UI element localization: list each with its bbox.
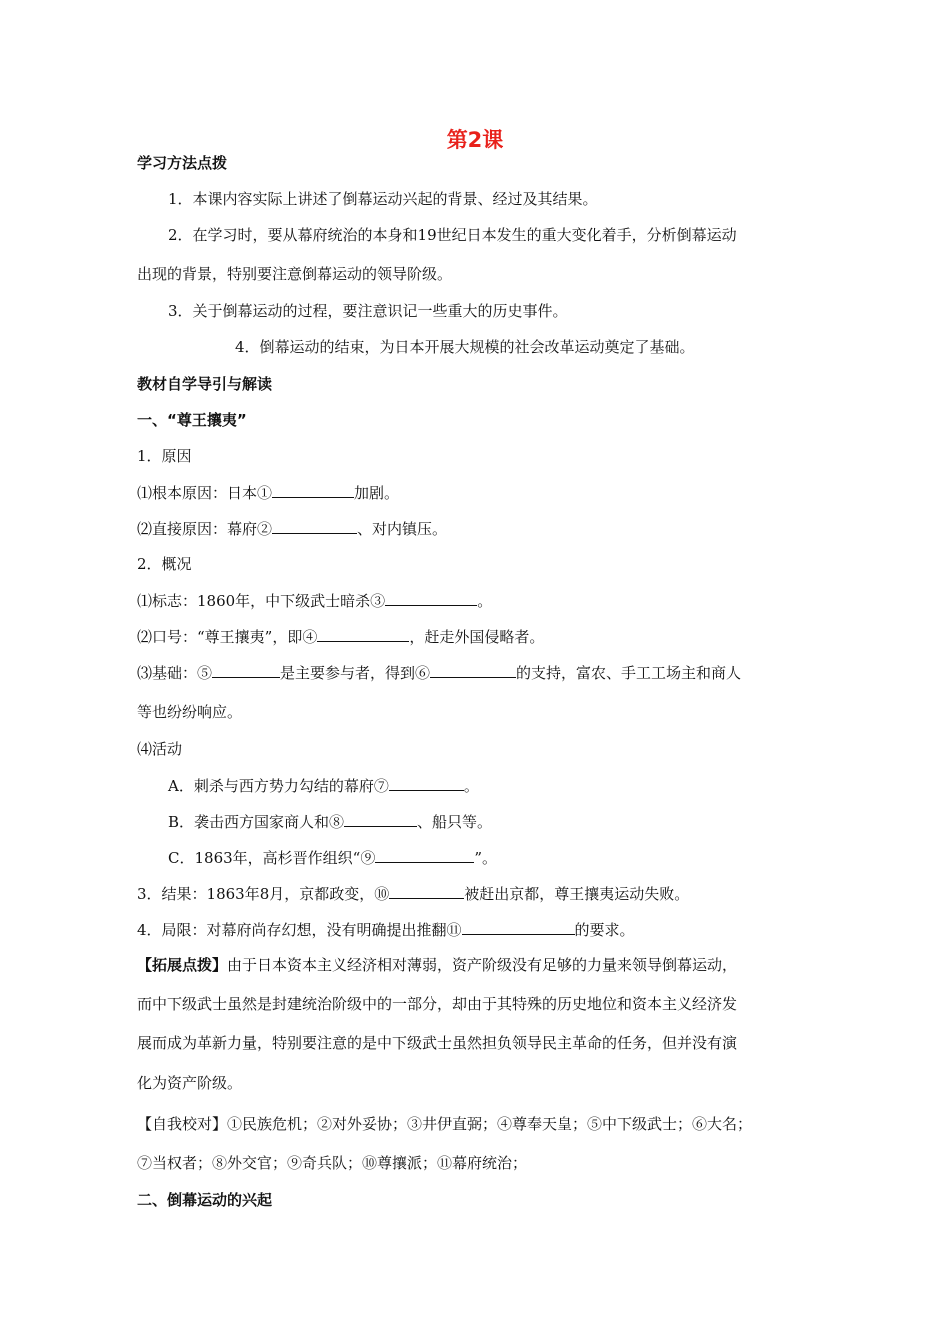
section-1-heading: 一、“尊王攘夷” bbox=[137, 411, 247, 429]
blank-7[interactable] bbox=[389, 775, 464, 791]
check-text-1: ①民族危机；②对外妥协；③井伊直弼；④尊奉天皇；⑤中下级武士；⑥大名； bbox=[227, 1115, 753, 1133]
overview-slogan-text: ⑵口号：“尊王攘夷”，即④ bbox=[137, 628, 318, 646]
blank-4[interactable] bbox=[317, 626, 409, 642]
blank-2[interactable] bbox=[272, 518, 357, 534]
method-item-2-cont: 出现的背景，特别要注意倒幕运动的领导阶级。 bbox=[137, 265, 453, 283]
overview-basis-text: ⑶基础：⑤ bbox=[137, 664, 213, 682]
activity-a-text: A．刺杀与西方势力勾结的幕府⑦ bbox=[168, 777, 389, 795]
blank-1[interactable] bbox=[272, 482, 354, 498]
cause-direct bbox=[137, 518, 447, 539]
activity-a bbox=[168, 775, 479, 796]
overview-basis-cont: 等也纷纷响应。 bbox=[137, 703, 243, 721]
extension-line-4: 化为资产阶级。 bbox=[137, 1074, 243, 1092]
limitation-suffix: 的要求。 bbox=[574, 921, 635, 939]
overview-basis-mid: 是主要参与者，得到⑥ bbox=[280, 664, 431, 682]
overview-slogan bbox=[137, 626, 544, 647]
cause-direct-text: ⑵直接原因：幕府② bbox=[137, 520, 273, 538]
check-line-2: ⑦当权者；⑧外交官；⑨奇兵队；⑩尊攘派；⑪幕府统治； bbox=[137, 1154, 528, 1172]
overview-basis-suffix: 的支持，富农、手工工场主和商人 bbox=[516, 664, 742, 682]
extension-text-1: 由于日本资本主义经济相对薄弱，资产阶级没有足够的力量来领导倒幕运动， bbox=[227, 956, 738, 974]
blank-5[interactable] bbox=[212, 662, 280, 678]
guide-heading: 教材自学导引与解读 bbox=[137, 375, 273, 393]
result-text: 3．结果：1863年8月，京都政变，⑩ bbox=[137, 885, 390, 903]
blank-11[interactable] bbox=[462, 919, 575, 935]
blank-10[interactable] bbox=[389, 883, 464, 899]
limitation bbox=[137, 919, 635, 940]
blank-3[interactable] bbox=[385, 590, 477, 606]
extension-line-3: 展而成为革新力量，特别要注意的是中下级武士虽然担负领导民主革命的任务，但并没有演 bbox=[137, 1034, 738, 1052]
limitation-text: 4．局限：对幕府尚存幻想，没有明确提出推翻⑪ bbox=[137, 921, 462, 939]
overview-title: 2．概况 bbox=[137, 555, 192, 573]
overview-sign-text: ⑴标志：1860年，中下级武士暗杀③ bbox=[137, 592, 386, 610]
blank-9[interactable] bbox=[375, 847, 474, 863]
check-line-1 bbox=[137, 1114, 752, 1134]
overview-sign-suffix: 。 bbox=[477, 592, 493, 610]
extension-line-2: 而中下级武士虽然是封建统治阶级中的一部分，却由于其特殊的历史地位和资本主义经济发 bbox=[137, 995, 738, 1013]
extension-line-1 bbox=[137, 955, 737, 975]
activity-b bbox=[168, 811, 492, 832]
overview-sign bbox=[137, 590, 492, 611]
cause-fundamental-text: ⑴根本原因：日本① bbox=[137, 484, 273, 502]
lesson-title: 第2课 bbox=[446, 128, 504, 152]
cause-title: 1．原因 bbox=[137, 447, 192, 465]
activity-c bbox=[168, 847, 497, 868]
extension-label: 【拓展点拨】 bbox=[137, 956, 228, 974]
method-item-3: 3．关于倒幕运动的过程，要注意识记一些重大的历史事件。 bbox=[168, 302, 568, 320]
blank-6[interactable] bbox=[430, 662, 516, 678]
method-heading: 学习方法点拨 bbox=[137, 154, 228, 172]
method-item-2: 2．在学习时，要从幕府统治的本身和19世纪日本发生的重大变化着手，分析倒幕运动 bbox=[168, 226, 737, 244]
overview-slogan-suffix: ，赶走外国侵略者。 bbox=[409, 628, 545, 646]
overview-basis bbox=[137, 662, 741, 683]
activity-c-suffix: ”。 bbox=[474, 849, 497, 867]
method-item-4: 4．倒幕运动的结束，为日本开展大规模的社会改革运动奠定了基础。 bbox=[235, 338, 695, 356]
section-2-heading: 二、倒幕运动的兴起 bbox=[137, 1191, 273, 1209]
activity-title: ⑷活动 bbox=[137, 740, 183, 758]
check-label: 【自我校对】 bbox=[137, 1115, 228, 1133]
result-suffix: 被赶出京都，尊王攘夷运动失败。 bbox=[464, 885, 690, 903]
cause-fundamental-suffix: 加剧。 bbox=[354, 484, 400, 502]
activity-c-text: C．1863年，高杉晋作组织“⑨ bbox=[168, 849, 376, 867]
activity-a-suffix: 。 bbox=[463, 777, 479, 795]
method-item-1: 1．本课内容实际上讲述了倒幕运动兴起的背景、经过及其结果。 bbox=[168, 190, 598, 208]
cause-direct-suffix: 、对内镇压。 bbox=[357, 520, 448, 538]
result bbox=[137, 883, 689, 904]
activity-b-text: B．袭击西方国家商人和⑧ bbox=[168, 813, 345, 831]
activity-b-suffix: 、船只等。 bbox=[417, 813, 493, 831]
cause-fundamental bbox=[137, 482, 399, 503]
blank-8[interactable] bbox=[344, 811, 417, 827]
